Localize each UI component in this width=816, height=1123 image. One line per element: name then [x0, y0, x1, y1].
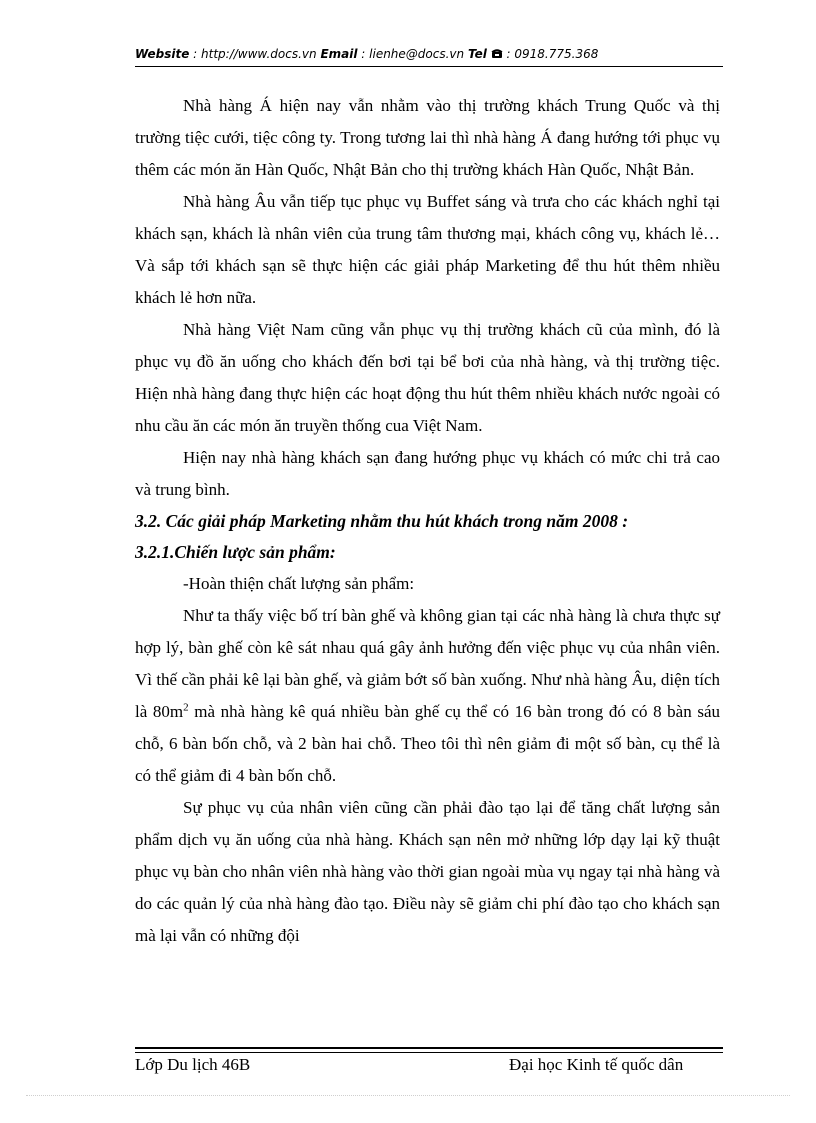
- page-header: [135, 47, 720, 62]
- footer-rule-thin: [135, 1052, 723, 1053]
- tel-value: : 0918.775.368: [506, 47, 599, 61]
- paragraph-target-market: Hiện nay nhà hàng khách sạn đang hướng phục vụ khách có mức chi trả cao và trung bình.: [135, 448, 720, 499]
- email-label: Email: [320, 47, 358, 61]
- footer-class: Lớp Du lịch 46B: [135, 1055, 251, 1074]
- website-value[interactable]: : http://www.docs.vn: [193, 47, 317, 61]
- paragraph-european-restaurant: Nhà hàng Âu vẫn tiếp tục phục vụ Buffet sáng và trưa cho các khách nghỉ tại khách sạn, khách là nhân viên của trung tâm thương mại, khách công vụ, khách lẻ…Và sắp tới khách sạn sẽ thực hiện các giải pháp Marketing để thu hút thêm nhiều khách lẻ hơn nữa.: [135, 192, 720, 307]
- subsection-heading: 3.2.1.Chiến lược sản phẩm:: [135, 542, 336, 562]
- footer-university: Đại học Kinh tế quốc dân: [509, 1055, 684, 1074]
- paragraph-asian-restaurant: Nhà hàng Á hiện nay vẫn nhằm vào thị trường khách Trung Quốc và thị trường tiệc cưới, tiệc công ty. Trong tương lai thì nhà hàng Á đang hướng tới phục vụ thêm các món ăn Hàn Quốc, Nhật Bản cho thị trường khách Hàn Quốc, Nhật Bản.: [135, 96, 720, 179]
- tel-label: Tel: [467, 47, 487, 61]
- paragraph-seating: [135, 600, 720, 792]
- page-content: [135, 90, 720, 952]
- superscript: 2: [183, 701, 189, 714]
- website-label: Website: [135, 47, 190, 61]
- header-rule: [135, 66, 723, 67]
- footer-rule-thick: [135, 1047, 723, 1049]
- page-bottom-divider: [26, 1095, 790, 1096]
- paragraph-seating-part1: Như ta thấy việc bố trí bàn ghế và không gian tại các nhà hàng là chưa thực sự hợp lý, bàn ghế còn kê sát nhau quá gây ảnh hưởng đến việc phục vụ của nhân viên. Vì thế cần phải kê lại bàn ghế, và giảm bớt số bàn xuống. Như nhà hàng Âu, diện tích là 80m: [135, 606, 720, 721]
- paragraph-seating-part2: mà nhà hàng kê quá nhiều bàn ghế cụ thể có 16 bàn trong đó có 8 bàn sáu chỗ, 6 bàn bốn chỗ, và 2 bàn hai chỗ. Theo tôi thì nên giảm đi một số bàn, cụ thể là có thể giảm đi 4 bàn bốn chỗ.: [135, 702, 720, 785]
- email-value[interactable]: : lienhe@docs.vn: [361, 47, 465, 61]
- paragraph-vietnamese-restaurant: Nhà hàng Việt Nam cũng vẫn phục vụ thị trường khách cũ của mình, đó là phục vụ đồ ăn uống cho khách đến bơi tại bể bơi của nhà hàng, và thị trường tiệc. Hiện nhà hàng đang thực hiện các hoạt động thu hút thêm nhiều khách nước ngoài có nhu cầu ăn các món ăn truyền thống cua Việt Nam.: [135, 320, 720, 435]
- section-heading: 3.2. Các giải pháp Marketing nhằm thu hút khách trong năm 2008 :: [135, 511, 629, 531]
- paragraph-staff-training: Sự phục vụ của nhân viên cũng cần phải đào tạo lại để tăng chất lượng sản phẩm dịch vụ ăn uống của nhà hàng. Khách sạn nên mở những lớp dạy lại kỹ thuật phục vụ bàn cho nhân viên nhà hàng vào thời gian ngoài mùa vụ ngay tại nhà hàng và do các quản lý của nhà hàng đào tạo. Điều này sẽ giảm chi phí đào tạo cho khách sạn mà lại vẫn có những đội: [135, 798, 720, 945]
- phone-icon: [491, 48, 503, 62]
- list-item: -Hoàn thiện chất lượng sản phẩm:: [183, 574, 415, 593]
